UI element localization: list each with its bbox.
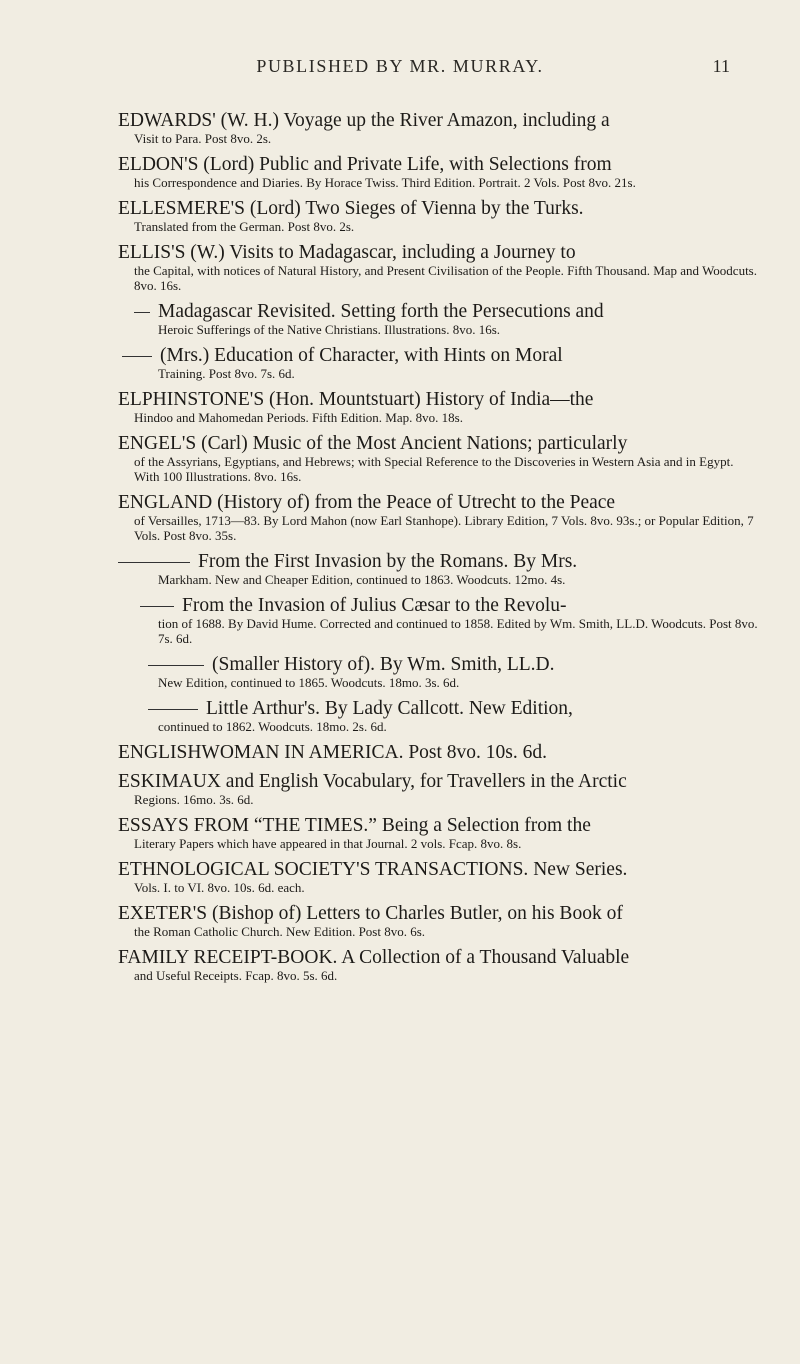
catalogue-entry [118,947,758,983]
entry-author: EXETER'S (Bishop of) [118,903,302,924]
entry-title: Letters to Charles Butler, on his Book of [306,903,623,924]
catalogue-entry [118,859,758,895]
entry-title: Visits to Madagascar, including a Journey to [229,242,576,263]
entry-title: Being a Selection from the [381,815,591,836]
catalogue-entry [118,903,758,939]
entry-detail: Regions. 16mo. 3s. 6d. [134,792,254,807]
ditto-dash [148,665,204,666]
ditto-dash [134,312,150,313]
catalogue-entry-continuation [118,654,758,690]
entry-author: ENGEL'S (Carl) [118,433,248,454]
catalogue-entry-continuation [118,698,758,734]
entry-title: New Series. [533,859,628,880]
entry-author: EDWARDS' (W. H.) [118,110,279,131]
entry-title: From the First Invasion by the Romans. By Mrs. [198,551,578,572]
entry-author: ENGLAND (History of) [118,492,310,513]
entry-author: ESSAYS FROM “THE TIMES.” [118,815,377,836]
entry-detail: Heroic Sufferings of the Native Christians. Illustrations. 8vo. 16s. [158,322,501,337]
ditto-dash [140,606,174,607]
entry-detail: of the Assyrians, Egyptians, and Hebrews; with Special Reference to the Discoveries in Western Asia and in Egypt. With 100 Illustrations. 8vo. 16s. [134,454,734,484]
ditto-dash [148,709,198,710]
entry-author: ELDON'S (Lord) [118,154,255,175]
catalogue-entry [118,154,758,190]
entry-author: FAMILY RECEIPT-BOOK. [118,947,338,968]
entry-detail: Training. Post 8vo. 7s. 6d. [158,366,295,381]
entry-title: Music of the Most Ancient Nations; particularly [252,433,628,454]
entry-detail: the Capital, with notices of Natural History, and Present Civilisation of the People. Fifth Thousand. Map and Woodcuts. 8vo. 16s. [134,263,757,293]
page-number: 11 [712,56,730,76]
catalogue-entry-continuation [118,345,758,381]
entry-detail: and Useful Receipts. Fcap. 8vo. 5s. 6d. [134,968,338,983]
entry-title: Little Arthur's. By Lady Callcott. New Edition, [206,698,573,719]
catalogue-entry [118,389,758,425]
entry-title: A Collection of a Thousand Valuable [341,947,630,968]
entry-detail: Markham. New and Cheaper Edition, continued to 1863. Woodcuts. 12mo. 4s. [158,572,566,587]
entry-detail: Vols. I. to VI. 8vo. 10s. 6d. each. [134,880,305,895]
catalogue-entry-continuation [118,595,758,646]
catalogue-entry [118,492,758,543]
entry-title: and English Vocabulary, for Travellers in the Arctic [225,771,627,792]
catalogue-entry [118,742,758,763]
catalogue-entry [118,815,758,851]
entry-title: From the Invasion of Julius Cæsar to the Revolu- [182,595,567,616]
catalogue-entry [118,771,758,807]
entry-detail: Hindoo and Mahomedan Periods. Fifth Edition. Map. 8vo. 18s. [134,410,463,425]
entry-title: Post 8vo. 10s. 6d. [408,742,548,763]
entry-title: (Mrs.) Education of Character, with Hints on Moral [160,345,563,366]
catalogue-entry-continuation [118,551,758,587]
entry-author: ELLESMERE'S (Lord) [118,198,301,219]
entry-detail: Translated from the German. Post 8vo. 2s. [134,219,355,234]
ditto-dash [122,356,152,357]
entry-title: (Smaller History of). By Wm. Smith, LL.D. [212,654,555,675]
entry-author: ELPHINSTONE'S (Hon. Mountstuart) [118,389,421,410]
entry-title: Two Sieges of Vienna by the Turks. [305,198,584,219]
catalogue-entry [118,242,758,293]
entry-detail: Literary Papers which have appeared in that Journal. 2 vols. Fcap. 8vo. 8s. [134,836,522,851]
entry-detail: tion of 1688. By David Hume. Corrected and continued to 1858. Edited by Wm. Smith, LL.D. Woodcuts. Post 8vo. 7s. 6d. [158,616,758,646]
entry-detail: his Correspondence and Diaries. By Horace Twiss. Third Edition. Portrait. 2 Vols. Post 8vo. 21s. [134,175,636,190]
entry-title: from the Peace of Utrecht to the Peace [314,492,616,513]
catalogue-entry [118,110,758,146]
entry-author: ENGLISHWOMAN IN AMERICA. [118,742,404,763]
ditto-dash [118,562,190,563]
entry-detail: continued to 1862. Woodcuts. 18mo. 2s. 6d. [158,719,387,734]
entry-author: ETHNOLOGICAL SOCIETY'S TRANSACTIONS. [118,859,529,880]
entry-detail: New Edition, continued to 1865. Woodcuts. 18mo. 3s. 6d. [158,675,460,690]
catalogue-entry-continuation [118,301,758,337]
entry-title: History of India—the [425,389,594,410]
entry-detail: the Roman Catholic Church. New Edition. Post 8vo. 6s. [134,924,426,939]
entry-title: Voyage up the River Amazon, including a [283,110,610,131]
entry-author: ESKIMAUX [118,771,221,792]
catalogue-entry [118,198,758,234]
catalogue-entry [118,433,758,484]
entry-detail: Visit to Para. Post 8vo. 2s. [134,131,272,146]
catalogue-entries [118,110,758,983]
running-head [0,56,800,80]
entry-title: Public and Private Life, with Selections from [259,154,612,175]
running-head-title: PUBLISHED BY MR. MURRAY. [256,56,544,76]
entry-detail: of Versailles, 1713—83. By Lord Mahon (now Earl Stanhope). Library Edition, 7 Vols. 8vo. 93s.; or Popular Edition, 7 Vols. Post 8vo. 35s. [134,513,754,543]
entry-title: Madagascar Revisited. Setting forth the Persecutions and [158,301,604,322]
entry-author: ELLIS'S (W.) [118,242,225,263]
